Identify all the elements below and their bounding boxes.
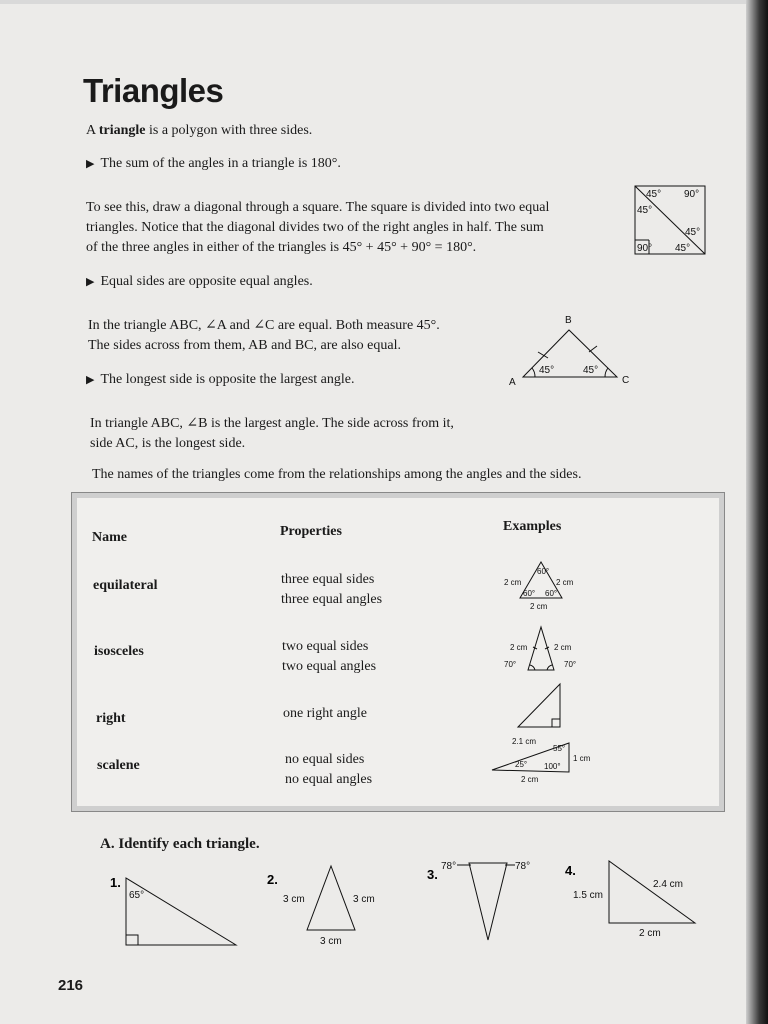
exercise-3-figure: [425, 855, 555, 950]
intro-text: A triangle is a polygon with three sides.: [86, 123, 313, 138]
table-header-properties: Properties: [280, 524, 342, 539]
svg-text:2.1 cm: 2.1 cm: [512, 737, 537, 746]
svg-text:2 cm: 2 cm: [504, 578, 522, 587]
isosceles-example-figure: [502, 623, 592, 678]
svg-text:2 cm: 2 cm: [639, 928, 661, 939]
triangle-types-table: [72, 493, 724, 811]
exercise-4-figure: [563, 858, 713, 948]
svg-text:78°: 78°: [441, 861, 457, 872]
exercise-heading: A. Identify each triangle.: [100, 836, 260, 852]
square-diagonal-figure: [634, 185, 706, 255]
rule-longest-side: ▶ The longest side is opposite the largest angle.: [86, 372, 355, 387]
svg-text:3 cm: 3 cm: [353, 894, 375, 905]
exercise-number: 2.: [267, 872, 278, 887]
svg-text:55°: 55°: [553, 744, 566, 753]
exercise-number: 4.: [565, 863, 576, 878]
svg-text:3 cm: 3 cm: [283, 894, 305, 905]
paragraph-largest-angle: In triangle ABC, ∠B is the largest angle. The side across from it, side AC, is the longest side.: [90, 416, 454, 451]
paragraph-square-diagonal: To see this, draw a diagonal through a square. The square is divided into two equal triangles. Notice that the diagonal divides two of the right angles in half. The sum of the three angles in either of the triangles is 45° + 45° + 90° = 180°.: [86, 200, 550, 255]
exercise-2-figure: [265, 862, 395, 952]
row-property: three equal angles: [281, 592, 383, 607]
square-angle-label: 45°: [637, 205, 653, 216]
svg-text:2 cm: 2 cm: [530, 602, 548, 611]
svg-text:25°: 25°: [515, 760, 528, 769]
row-property: one right angle: [283, 706, 367, 721]
page-number: 216: [58, 977, 84, 994]
exercise-1-figure: [110, 865, 245, 955]
bullet-arrow-icon: ▶: [86, 374, 95, 386]
row-property: two equal sides: [282, 639, 369, 654]
svg-text:60°: 60°: [523, 589, 536, 598]
svg-text:3 cm: 3 cm: [320, 936, 342, 947]
rule-equal-sides: ▶ Equal sides are opposite equal angles.: [86, 274, 313, 289]
svg-text:100°: 100°: [544, 762, 561, 771]
svg-text:70°: 70°: [504, 660, 517, 669]
row-property: three equal sides: [281, 572, 375, 587]
svg-text:2.4 cm: 2.4 cm: [653, 879, 684, 890]
svg-text:60°: 60°: [537, 567, 550, 576]
square-angle-label: 45°: [646, 189, 662, 200]
svg-text:1 cm: 1 cm: [573, 754, 591, 763]
bullet-arrow-icon: ▶: [86, 158, 95, 170]
rule-angle-sum: ▶ The sum of the angles in a triangle is 180°.: [86, 156, 341, 171]
svg-text:65°: 65°: [129, 890, 145, 901]
exercise-number: 1.: [110, 875, 121, 890]
row-property: no equal angles: [285, 772, 373, 787]
paragraph-names: The names of the triangles come from the relationships among the angles and the sides.: [92, 467, 582, 482]
vertex-label: C: [622, 375, 630, 386]
svg-text:2 cm: 2 cm: [521, 775, 539, 784]
square-angle-label: 45°: [685, 227, 701, 238]
row-name-equilateral: equilateral: [93, 578, 158, 593]
row-name-scalene: scalene: [97, 758, 140, 773]
paragraph-equal-angles: In the triangle ABC, ∠A and ∠C are equal. Both measure 45°. The sides across from them, AB and BC, are also equal.: [88, 318, 440, 353]
svg-text:1.5 cm: 1.5 cm: [573, 890, 604, 901]
svg-text:70°: 70°: [564, 660, 577, 669]
svg-text:2 cm: 2 cm: [510, 643, 528, 652]
table-header-name: Name: [92, 530, 127, 545]
bullet-arrow-icon: ▶: [86, 276, 95, 288]
square-angle-label: 45°: [675, 243, 691, 254]
angle-label: 45°: [583, 365, 599, 376]
scalene-example-figure: [487, 733, 597, 783]
row-name-right: right: [96, 711, 126, 726]
svg-text:2 cm: 2 cm: [554, 643, 572, 652]
square-angle-label: 90°: [684, 189, 700, 200]
vertex-label: B: [565, 315, 572, 326]
page-edge-top: [0, 0, 768, 4]
equilateral-example-figure: [502, 556, 582, 611]
vertex-label: A: [509, 377, 516, 388]
table-header-examples: Examples: [503, 519, 562, 534]
svg-text:60°: 60°: [545, 589, 558, 598]
book-spine-shadow: [746, 0, 768, 1024]
svg-text:2 cm: 2 cm: [556, 578, 574, 587]
exercise-number: 3.: [427, 867, 438, 882]
svg-text:78°: 78°: [515, 861, 531, 872]
row-property: no equal sides: [285, 752, 365, 767]
row-name-isosceles: isosceles: [94, 644, 144, 659]
row-property: two equal angles: [282, 659, 377, 674]
square-angle-label: 90°: [637, 243, 653, 254]
triangle-abc-figure: [505, 312, 635, 392]
right-triangle-example-figure: [515, 681, 565, 731]
angle-label: 45°: [539, 365, 555, 376]
page-title: Triangles: [83, 72, 224, 109]
